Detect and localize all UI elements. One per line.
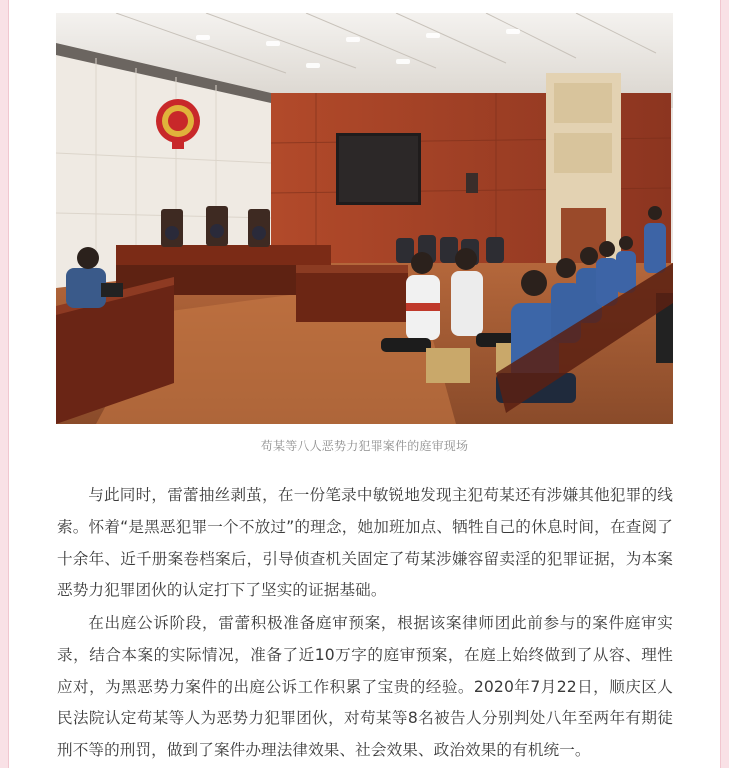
article-paragraph-1: 与此同时，雷蕾抽丝剥茧，在一份笔录中敏锐地发现主犯苟某还有涉嫌其他犯罪的线索。怀着“是黑恶犯罪一个不放过”的理念，她加班加点、牺牲自己的休息时间，在查阅了十余年、近千册案卷档案后，引导侦查机关固定了苟某涉嫌容留卖淫的犯罪证据，为本案恶势力犯罪团伙的认定打下了坚实的证据基础。 [57, 486, 673, 600]
right-decorative-border [720, 0, 729, 768]
left-decorative-border [0, 0, 9, 768]
article-paragraph-2: 在出庭公诉阶段，雷蕾积极准备庭审预案，根据该案律师团此前参与的案件庭审实录，结合本案的实际情况，准备了近10万字的庭审预案，在庭上始终做到了从容、理性应对，为黑恶势力案件的出庭公诉工作积累了宝贵的经验。2020年7月22日，顺庆区人民法院认定苟某等人为恶势力犯罪团伙，对苟某等8名被告人分别判处八年至两年有期徒刑不等的刑罚，做到了案件办理法律效果、社会效果、政治效果的有机统一。 [57, 614, 673, 760]
courtroom-photo [56, 13, 673, 424]
photo-caption: 苟某等八人恶势力犯罪案件的庭审现场 [260, 439, 469, 453]
